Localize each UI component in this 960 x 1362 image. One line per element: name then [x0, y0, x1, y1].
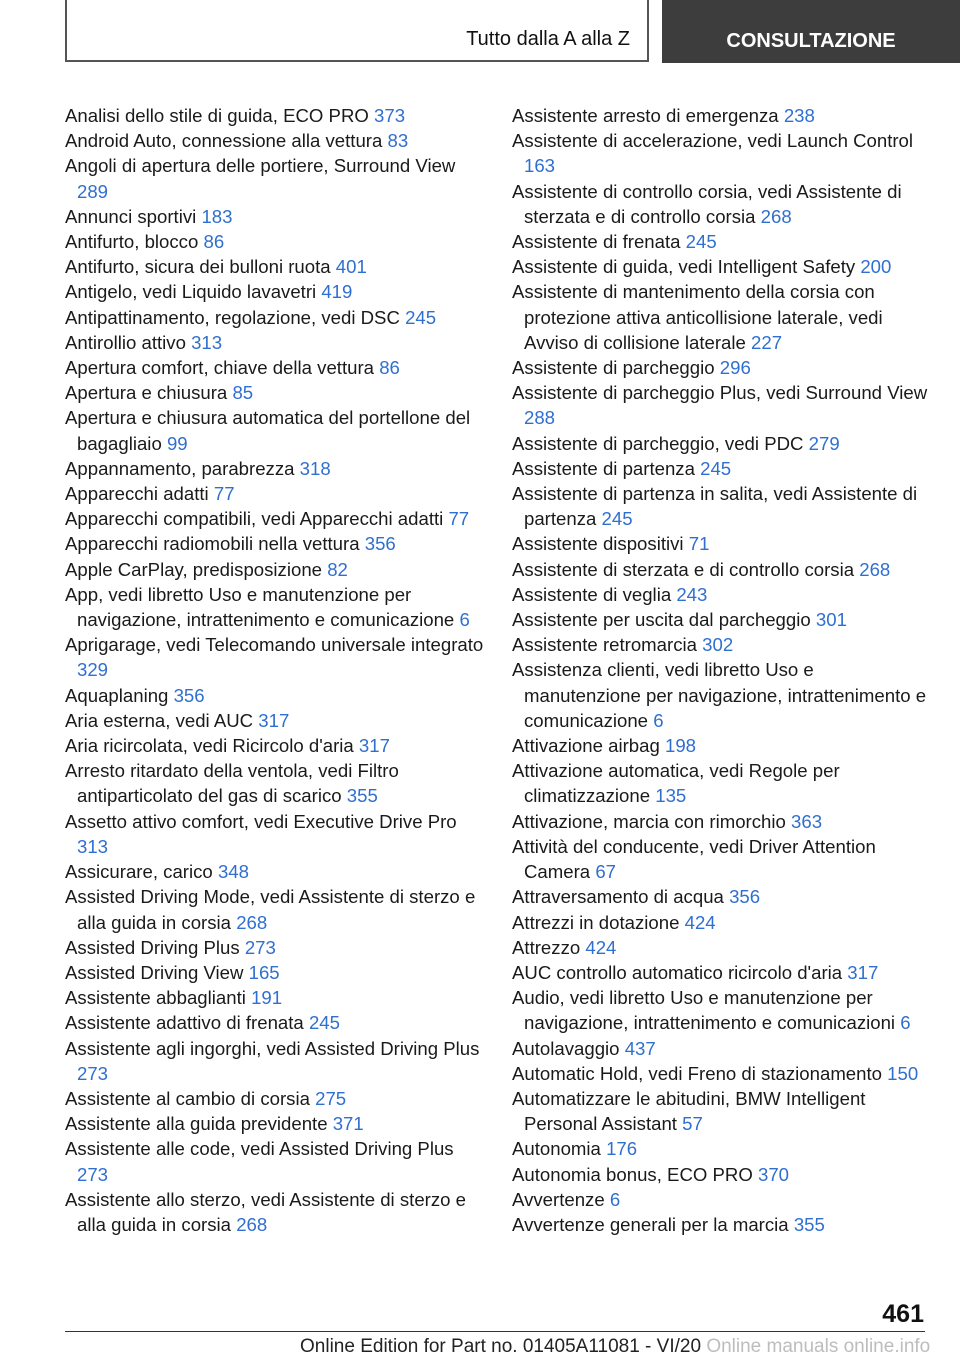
index-entry: [65, 632, 485, 682]
index-entry: [65, 708, 485, 733]
page-link[interactable]: 268: [760, 205, 792, 227]
page-link[interactable]: 318: [299, 457, 331, 479]
page-link[interactable]: 273: [244, 936, 276, 958]
index-entry: [65, 506, 485, 531]
page-link[interactable]: 6: [653, 709, 664, 731]
page-link[interactable]: 356: [173, 684, 205, 706]
index-entry: [512, 1061, 932, 1086]
page-link[interactable]: 355: [793, 1213, 825, 1235]
page-link[interactable]: 245: [601, 508, 633, 530]
index-entry: [65, 985, 485, 1010]
page-number: 461: [882, 1300, 924, 1328]
index-entry: [65, 557, 485, 582]
entry-term: Assistente alla guida previdente: [65, 1113, 328, 1135]
entry-term: Assistente arresto di emergenza: [512, 105, 779, 126]
page-link[interactable]: 268: [236, 911, 268, 933]
index-entry: [65, 128, 485, 153]
entry-term: Autolavaggio: [512, 1037, 620, 1059]
index-entry: [65, 1111, 485, 1136]
index-entry: [512, 1036, 932, 1061]
page-link[interactable]: 273: [77, 1163, 109, 1185]
index-entry: [512, 809, 932, 834]
page-link[interactable]: 302: [702, 634, 734, 656]
page-link[interactable]: 288: [524, 407, 556, 429]
entry-term: Apertura e chiusura: [65, 382, 228, 404]
entry-term: Assistente di mantenimento della corsia con protezione attiva anticollisione laterale, vedi Avviso di collisione laterale: [512, 281, 883, 353]
page-link[interactable]: 227: [751, 331, 783, 353]
entry-term: Assistente di parcheggio Plus, vedi Surround View: [512, 382, 928, 404]
entry-term: Annunci sportivi: [65, 205, 197, 227]
page-link[interactable]: 329: [77, 659, 109, 681]
entry-term: Apparecchi adatti: [65, 483, 209, 505]
entry-term: Assistente di parcheggio: [512, 357, 715, 379]
entry-term: Assistente agli ingorghi, vedi Assisted Driving Plus: [65, 1037, 480, 1059]
entry-term: Assistenza clienti, vedi libretto Uso e manutenzione per navigazione, intrattenimento e comunicazione: [512, 659, 927, 731]
page-link[interactable]: 77: [448, 508, 470, 530]
index-entry: [512, 531, 932, 556]
page-link[interactable]: 317: [358, 735, 390, 757]
entry-term: Automatic Hold, vedi Freno di stazionamento: [512, 1062, 882, 1084]
page-link[interactable]: 86: [203, 231, 225, 253]
page-link[interactable]: 165: [248, 961, 280, 983]
entry-term: Assisted Driving Mode, vedi Assistente di sterzo e alla guida in corsia: [65, 886, 476, 933]
page-link[interactable]: 348: [217, 861, 249, 883]
index-entry: [65, 809, 485, 859]
page-link[interactable]: 191: [251, 987, 283, 1009]
page-link[interactable]: 317: [258, 709, 290, 731]
index-entry: [65, 1187, 485, 1237]
page-link[interactable]: 424: [585, 936, 617, 958]
entry-term: Attrezzi in dotazione: [512, 911, 680, 933]
index-entry: [512, 758, 932, 808]
entry-term: Assistente alle code, vedi Assisted Driving Plus: [65, 1138, 454, 1160]
entry-term: Attivazione automatica, vedi Regole per climatizzazione: [512, 760, 840, 807]
page-link[interactable]: 86: [379, 357, 400, 379]
page-link[interactable]: 301: [815, 609, 847, 631]
index-column-right: [512, 103, 932, 1237]
entry-term: Avvertenze generali per la marcia: [512, 1213, 789, 1235]
index-entry: [65, 935, 485, 960]
page-link[interactable]: 183: [201, 205, 233, 227]
entry-term: Apertura comfort, chiave della vettura: [65, 357, 375, 379]
page-link[interactable]: 6: [900, 1012, 911, 1034]
entry-term: Apparecchi radiomobili nella vettura: [65, 533, 360, 555]
page-link[interactable]: 356: [729, 886, 761, 908]
entry-term: Assistente al cambio di corsia: [65, 1087, 310, 1109]
index-column-left: [65, 103, 485, 1237]
page-link[interactable]: 245: [308, 1012, 340, 1034]
index-entry: [512, 733, 932, 758]
index-entry: [512, 431, 932, 456]
page-link[interactable]: 313: [191, 331, 223, 353]
page-link[interactable]: 279: [808, 432, 840, 454]
page-link[interactable]: 150: [887, 1062, 919, 1084]
entry-term: Attivazione airbag: [512, 735, 660, 757]
page-link[interactable]: 245: [700, 457, 732, 479]
index-entry: [65, 229, 485, 254]
entry-term: Angoli di apertura delle portiere, Surround View: [65, 155, 456, 177]
entry-term: Appannamento, parabrezza: [65, 457, 295, 479]
chapter-tab: CONSULTAZIONE: [662, 0, 960, 63]
index-entry: [65, 103, 485, 128]
page-link[interactable]: 401: [335, 256, 367, 278]
page-link[interactable]: 6: [609, 1188, 621, 1210]
entry-term: Assistente di accelerazione, vedi Launch Control: [512, 130, 914, 152]
section-title: Tutto dalla A alla Z: [466, 28, 630, 50]
index-entry: [512, 960, 932, 985]
page-link[interactable]: 198: [664, 735, 697, 757]
entry-term: Aria ricircolata, vedi Ricircolo d'aria: [65, 735, 354, 757]
footer-watermark: Online manuals online.info: [706, 1336, 931, 1357]
index-entry: [65, 456, 485, 481]
page-link[interactable]: 273: [77, 1062, 109, 1084]
entry-term: Assistente di guida, vedi Intelligent Safety: [512, 256, 856, 278]
index-entry: [65, 733, 485, 758]
entry-term: Assistente di partenza in salita, vedi Assistente di partenza: [512, 483, 918, 530]
entry-term: Apertura e chiusura automatica del portellone del bagagliaio: [65, 407, 471, 454]
index-entry: [512, 179, 932, 229]
entry-term: Assistente di parcheggio, vedi PDC: [512, 432, 804, 454]
index-entry: [65, 758, 485, 808]
entry-term: Arresto ritardato della ventola, vedi Filtro antiparticolato del gas di scarico: [65, 760, 399, 807]
entry-term: Avvertenze: [512, 1188, 605, 1210]
index-entry: [512, 985, 932, 1035]
index-entry: [65, 481, 485, 506]
index-entry: [512, 103, 932, 128]
page-link[interactable]: 296: [719, 357, 751, 379]
footer-edition: [300, 1336, 930, 1358]
entry-term: Assistente retromarcia: [512, 634, 697, 656]
entry-term: App, vedi libretto Uso e manutenzione per navigazione, intrattenimento e comunicazione: [65, 583, 455, 631]
page-link[interactable]: 77: [213, 483, 235, 505]
entry-term: Assistente di veglia: [512, 583, 672, 605]
entry-term: Audio, vedi libretto Uso e manutenzione per navigazione, intrattenimento e comunicazioni: [512, 987, 896, 1034]
index-entry: [65, 1086, 485, 1111]
page-link[interactable]: 238: [783, 105, 815, 126]
footer-divider: [65, 1331, 925, 1332]
entry-term: Assisted Driving View: [65, 961, 244, 983]
entry-term: Attività del conducente, vedi Driver Attention Camera: [512, 835, 876, 883]
entry-term: AUC controllo automatico ricircolo d'aria: [512, 961, 843, 983]
entry-term: Attraversamento di acqua: [512, 886, 724, 908]
entry-term: Android Auto, connessione alla vettura: [65, 130, 383, 152]
index-entry: [512, 910, 932, 935]
index-entry: [512, 557, 932, 582]
entry-term: Assistente di sterzata e di controllo corsia: [512, 558, 855, 580]
index-entry: [65, 355, 485, 380]
index-entry: [65, 254, 485, 279]
index-entry: [512, 935, 932, 960]
page-link[interactable]: 6: [459, 609, 470, 631]
index-entry: [65, 582, 485, 632]
index-entry: [512, 657, 932, 733]
entry-term: Automatizzare le abitudini, BMW Intelligent Personal Assistant: [512, 1087, 866, 1135]
entry-term: Assicurare, carico: [65, 861, 213, 883]
entry-term: Aquaplaning: [65, 684, 169, 706]
index-entry: [65, 330, 485, 355]
page-link[interactable]: 83: [387, 130, 409, 152]
index-entry: [512, 1212, 932, 1237]
page-link[interactable]: 82: [327, 558, 348, 580]
index-entry: [65, 305, 485, 330]
page-link[interactable]: 268: [859, 558, 891, 580]
entry-term: Antifurto, sicura dei bulloni ruota: [65, 256, 331, 278]
index-entry: [65, 153, 485, 203]
index-entry: [512, 834, 932, 884]
page-link[interactable]: 176: [606, 1138, 638, 1160]
entry-term: Apparecchi compatibili, vedi Apparecchi adatti: [65, 508, 444, 530]
page-link[interactable]: 355: [346, 785, 378, 807]
index-entry: [65, 279, 485, 304]
page-link[interactable]: 200: [860, 256, 892, 278]
index-entry: [512, 355, 932, 380]
page-link[interactable]: 275: [315, 1087, 347, 1109]
entry-term: Aria esterna, vedi AUC: [65, 709, 254, 731]
page-link[interactable]: 424: [684, 911, 716, 933]
page-link[interactable]: 373: [374, 105, 406, 126]
page-link[interactable]: 363: [791, 810, 823, 832]
index-entry: [65, 859, 485, 884]
entry-term: Assisted Driving Plus: [65, 936, 240, 958]
index-entry: [512, 607, 932, 632]
page-link[interactable]: 419: [321, 281, 353, 303]
entry-term: Assistente adattivo di frenata: [65, 1012, 304, 1034]
entry-term: Attivazione, marcia con rimorchio: [512, 810, 786, 832]
page-link[interactable]: 135: [655, 785, 687, 807]
page-link[interactable]: 67: [595, 861, 616, 883]
page-link[interactable]: 313: [77, 835, 109, 857]
entry-term: Assistente per uscita dal parcheggio: [512, 609, 811, 631]
index-entry: [65, 204, 485, 229]
index-entry: [65, 1010, 485, 1035]
page-link[interactable]: 245: [405, 306, 437, 328]
entry-term: Assetto attivo comfort, vedi Executive Drive Pro: [65, 810, 457, 832]
index-entry: [65, 683, 485, 708]
index-entry: [65, 960, 485, 985]
index-entry: [512, 229, 932, 254]
entry-term: Assistente allo sterzo, vedi Assistente di sterzo e alla guida in corsia: [65, 1188, 466, 1235]
index-entry: [512, 279, 932, 355]
page-link[interactable]: 57: [682, 1113, 703, 1135]
entry-term: Analisi dello stile di guida, ECO PRO: [65, 105, 369, 126]
index-entry: [512, 128, 932, 178]
entry-term: Assistente dispositivi: [512, 533, 684, 555]
index-entry: [65, 1036, 485, 1086]
index-entry: [512, 632, 932, 657]
entry-term: Attrezzo: [512, 936, 581, 958]
index-entry: [512, 884, 932, 909]
page-link[interactable]: 245: [685, 231, 717, 253]
index-entry: [512, 582, 932, 607]
entry-term: Antirollio attivo: [65, 331, 186, 353]
page-link[interactable]: 85: [232, 382, 254, 404]
index-entry: [512, 481, 932, 531]
index-entry: [65, 531, 485, 556]
entry-term: Assistente abbaglianti: [65, 987, 246, 1009]
index-entry: [65, 405, 485, 455]
page-link[interactable]: 370: [757, 1163, 790, 1185]
index-entry: [65, 1136, 485, 1186]
page-link[interactable]: 71: [688, 533, 710, 555]
entry-term: Autonomia bonus, ECO PRO: [512, 1163, 753, 1185]
page-link[interactable]: 243: [676, 583, 708, 605]
page-link[interactable]: 163: [524, 155, 556, 177]
entry-term: Assistente di frenata: [512, 231, 681, 253]
page-link[interactable]: 268: [236, 1213, 268, 1235]
index-entry: [512, 380, 932, 430]
entry-term: Aprigarage, vedi Telecomando universale integrato: [65, 634, 484, 656]
index-entry: [512, 1136, 932, 1161]
entry-term: Autonomia: [512, 1138, 601, 1160]
entry-term: Antigelo, vedi Liquido lavavetri: [65, 281, 317, 303]
index-entry: [65, 884, 485, 934]
page-link[interactable]: 437: [624, 1037, 656, 1059]
page-link[interactable]: 356: [364, 533, 396, 555]
index-entry: [512, 456, 932, 481]
entry-term: Antifurto, blocco: [65, 231, 199, 253]
entry-term: Assistente di controllo corsia, vedi Assistente di sterzata e di controllo corsia: [512, 180, 902, 227]
index-entry: [65, 380, 485, 405]
page-link[interactable]: 317: [847, 961, 879, 983]
index-entry: [512, 1086, 932, 1136]
index-entry: [512, 1187, 932, 1212]
page-link[interactable]: 371: [332, 1113, 364, 1135]
index-entry: [512, 1162, 932, 1187]
page-link[interactable]: 99: [166, 432, 188, 454]
page-link[interactable]: 289: [77, 180, 109, 202]
entry-term: Antipattinamento, regolazione, vedi DSC: [65, 306, 400, 328]
entry-term: Apple CarPlay, predisposizione: [65, 558, 323, 580]
index-entry: [512, 254, 932, 279]
entry-term: Assistente di partenza: [512, 457, 695, 479]
footer-edition-text: Online Edition for Part no. 01405A11081 - VI/20: [300, 1336, 702, 1357]
